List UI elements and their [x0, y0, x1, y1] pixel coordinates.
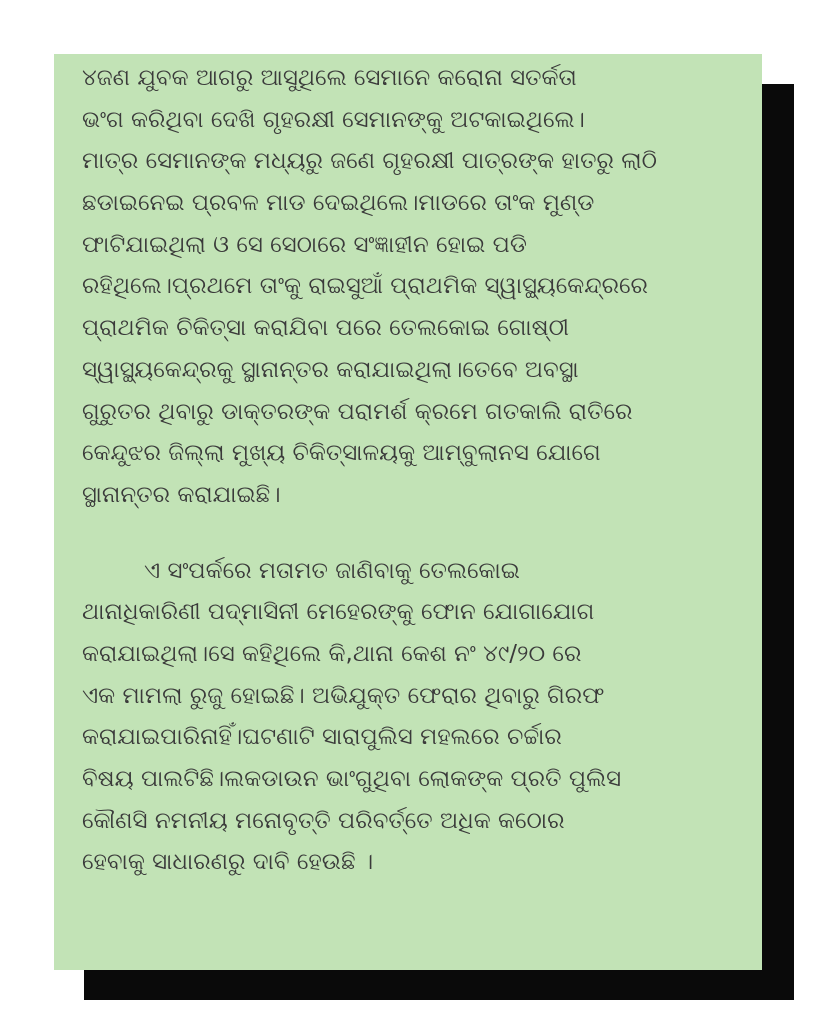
paragraph-2	[82, 551, 740, 885]
text-line: ଛଡାଇନେଇ ପ୍ରବଳ ମାଡ ଦେଇଥିଲେ।ମାଡରେ ତାଂକ ମୁଣ୍ଡ	[82, 190, 595, 217]
text-line: କେନ୍ଦୁଝର ଜିଲ୍ଲା ମୁଖ୍ୟ ଚିକିତ୍ସାଳୟକୁ ଆମ୍ବୁଲାନସ ଯୋଗେ	[82, 440, 601, 467]
text-line: ବିଷୟ ପାଲଟିଛି।ଲକଡାଉନ ଭାଂଗୁଥିବା ଲୋକଙ୍କ ପ୍ରତି ପୁଲିସ	[82, 766, 622, 792]
paragraph-1	[82, 58, 740, 517]
text-line: ସ୍ଥାନାନ୍ତର କରାଯାଇଛି।	[82, 481, 281, 508]
text-line: କରାଯାଇପାରିନାହିଁ।ଘଟଣାଟି ସାରାପୁଲିସ ମହଲରେ ଚର୍ଚ୍ଚାର	[82, 724, 562, 751]
text-line: ମାତ୍ର ସେମାନଙ୍କ ମଧ୍ୟରୁ ଜଣେ ଗୃହରକ୍ଷୀ ପାତ୍ରଙ୍କ ହାତରୁ ଲାଠି	[82, 148, 657, 175]
paragraph-gap	[82, 517, 740, 551]
text-line: ସ୍ୱାସ୍ଥ୍ୟକେନ୍ଦ୍ରକୁ ସ୍ଥାନାନ୍ତର କରାଯାଇଥିଲା।ତେବେ ଅବସ୍ଥା	[82, 356, 579, 383]
article-card	[54, 54, 762, 970]
text-line: ଫାଟିଯାଇଥିଲା ଓ ସେ ସେଠାରେ ସଂଜ୍ଞାହୀନ ହୋଇ ପଡି	[82, 231, 527, 258]
text-line: ୪ଜଣ ଯୁବକ ଆଗରୁ ଆସୁଥିଲେ ସେମାନେ କରୋନା ସତର୍କତା	[82, 65, 577, 91]
text-line: ଗୁରୁତର ଥିବାରୁ ଡାକ୍ତରଙ୍କ ପରାମର୍ଶ କ୍ରମେ ଗତକାଲି ରାତିରେ	[82, 398, 633, 425]
text-line: ଭଂଗ କରିଥିବା ଦେଖି ଗୃହରକ୍ଷୀ ସେମାନଙ୍କୁ ଅଟକାଇଥିଲେ।	[82, 106, 585, 133]
text-line: ପ୍ରାଥମିକ ଚିକିତ୍ସା କରାଯିବା ପରେ ତେଲକୋଇ ଗୋଷ୍ଠୀ	[82, 315, 569, 342]
text-line: କୌଣସି ନମନୀୟ ମନୋବୃତ୍ତି ପରିବର୍ତ୍ତେ ଅଧିକ କଠୋର	[82, 807, 565, 834]
text-line: ରହିଥିଲେ।ପ୍ରଥମେ ତାଂକୁ ରାଇସୁଆଁ ପ୍ରାଥମିକ ସ୍ୱାସ୍ଥ୍ୟକେନ୍ଦ୍ରରେ	[82, 273, 648, 300]
text-line: ଏକ ମାମଲା ରୁଜୁ ହୋଇଛି। ଅଭିଯୁକ୍ତ ଫେରାର ଥିବାରୁ ଗିରଫ	[82, 682, 605, 709]
text-line: ହେବାକୁ ସାଧାରଣରୁ ଦାବି ହେଉଛି ।	[82, 849, 374, 876]
text-line: ଏ ସଂପର୍କରେ ମତାମତ ଜାଣିବାକୁ ତେଲକୋଇ	[144, 557, 520, 584]
text-line: ଥାନାଧିକାରିଣୀ ପଦ୍ମାସିନୀ ମେହେରଙ୍କୁ ଫୋନ ଯୋଗାଯୋଗ	[82, 599, 595, 626]
text-line: କରାଯାଇଥିଲା।ସେ କହିଥିଲେ କି,ଥାନା କେଶ ନଂ ୪୯/୨୦ ରେ	[82, 640, 582, 667]
